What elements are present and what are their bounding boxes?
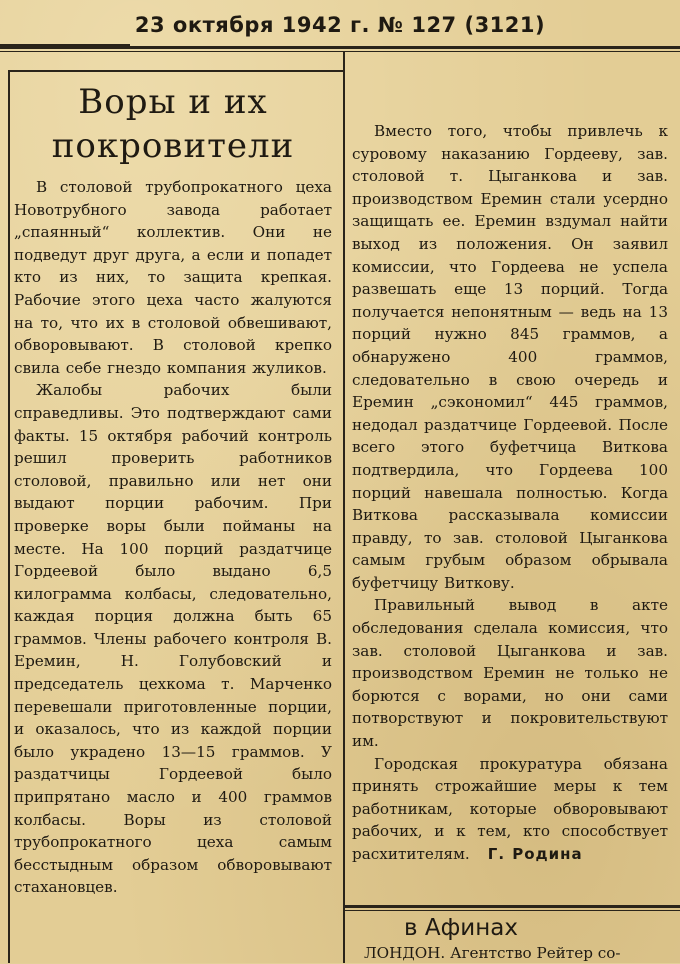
next-article-rule-2	[344, 910, 680, 911]
next-article-first-line: ЛОНДОН. Агентство Рейтер со-	[364, 944, 621, 962]
next-article-title: в Афинах	[404, 915, 518, 941]
paragraph-defense: Вместо того, чтобы привлечь к суровому наказанию Гордееву, зав. столовой т. Цыганкова и зав. производством Еремин стали усердно защищать ее. Еремин вздумал найти выход из положения. Он заявил комиссии, что Гордеева не успела развешать еще 13 порций. Тогда получается непонятным — ведь на 13 порций нужно 845 граммов, а обнаружено 400 граммов, следовательно в свою очередь и Еремин „сэкономил“ 445 граммов, недодал раздатчице Гордеевой. После всего этого буфетчица Виткова подтвердила, что Гордеева 100 порций навешала полностью. Когда Виткова рассказывала комиссии правду, то зав. столовой Цыганкова самым грубым образом обрывала буфетчицу Виткову.	[352, 122, 668, 592]
article-frame-top	[8, 70, 344, 72]
closing-text: Городская прокуратура обязана принять строжайшие меры к тем работникам, которые обворовывают рабочих, и к тем, кто способствует расхитителям.	[352, 754, 668, 863]
paragraph-complaints: Жалобы рабочих были справедливы. Это подтверждают сами факты. 15 октября рабочий контроль решил проверить работников столовой, правильно или нет они выдают порции рабочим. При проверке воры были пойманы на месте. На 100 порций раздатчице Гордеевой было выдано 6,5 килограмма колбасы, следовательно, каждая порция должна быть 65 граммов. Члены рабочего контроля В. Еремин, Н. Голубовский и председатель цехкома т. Марченко перевешали приготовленные порции, и оказалось, что из каждой порции было украдено 13—15 граммов. У раздатчицы Гордеевой было припрятано масло и 400 граммов колбасы. Воры из столовой трубопрокатного цеха самым бесстыдным образом обворовывают стахановцев.	[14, 381, 332, 897]
column-divider	[343, 52, 345, 963]
issue-date-and-number: 23 октября 1942 г. № 127 (3121)	[134, 13, 546, 37]
author-signature: Г. Родина	[487, 845, 583, 863]
paragraph-closing	[352, 753, 668, 866]
article-frame-left	[8, 70, 10, 963]
headline-line-1: Воры и их	[78, 82, 268, 122]
article-left-column	[14, 76, 332, 963]
article-right-column	[352, 120, 668, 910]
paragraph-canteen: В столовой трубопрокатного цеха Новотрубного завода работает „спаянный“ коллектив. Они не подведут друг друга, а если и попадет кто из них, то защита крепкая. Рабочие этого цеха часто жалуются на то, что их в столовой обвешивают, обворовывают. В столовой крепко свила себе гнездо компания жуликов.	[14, 178, 332, 377]
article-headline	[14, 80, 332, 168]
headline-line-2: покровители	[51, 126, 295, 166]
paragraph-conclusion: Правильный вывод в акте обследования сделала комиссия, что зав. столовой Цыганкова и зав. производством Еремин не только не борются с ворами, но они сами потворствуют и покровительствуют им.	[352, 596, 668, 751]
masthead-rule-bottom	[0, 51, 680, 52]
masthead-rule-top	[0, 46, 680, 49]
